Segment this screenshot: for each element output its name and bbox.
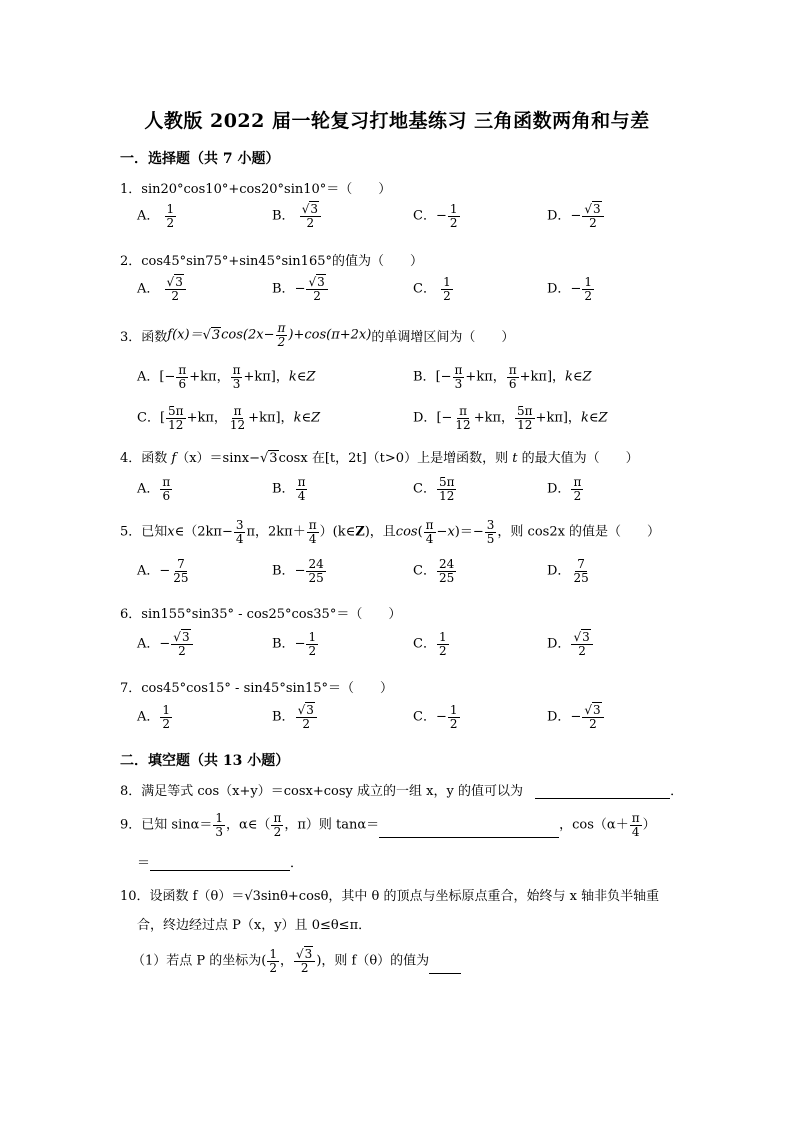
q3-prefix: 3．函数	[120, 329, 168, 345]
question-3-stem	[120, 322, 514, 348]
answer-blank[interactable]	[379, 823, 559, 838]
question-4-stem: 4．函数 f（x）＝sinx−√3cosx 在[t，2t]（t>0）上是增函数，则 t 的最大值为（ ）	[120, 451, 639, 466]
q1-option-d[interactable]: D．− $\frac{√3}{2}$	[547, 203, 605, 229]
q5-option-b[interactable]: B．− $\frac{24}{25}$	[272, 557, 324, 585]
question-10-sub1: （1）若点 P 的坐标为( $\frac{1}{2}$ ， $\frac{√3}{2}$ )，则 f（θ）的值为	[132, 948, 461, 974]
fraction: $\frac{1}{2}$	[584, 275, 592, 303]
section-heading-choice: 一．选择题（共 7 小题）	[120, 151, 280, 167]
fraction: $\frac{1}{2}$	[449, 202, 458, 230]
question-9-line2: ＝ ．	[137, 856, 304, 871]
option-label: A．	[137, 281, 160, 297]
q5-mid: ，且	[369, 524, 396, 540]
option-label: C．	[413, 709, 436, 725]
q9-mid: ，α∈（	[226, 817, 271, 833]
q4-option-a[interactable]: A． $\frac{\pi}{6}$	[137, 475, 171, 503]
q8-text: 8．满足等式 cos（x+y）＝cosx+cosy 成立的一组 x，y 的值可以为	[120, 784, 523, 799]
q3-formula: f(x)＝√3cos(2x− $\frac{\pi}{2}$ )+cos(π+2x)	[167, 321, 372, 349]
fraction: $\frac{√3}{2}$	[300, 203, 321, 229]
q4-mid: 在[t，2t]（t>0）上是增函数，则	[311, 451, 509, 466]
option-label: C．	[413, 563, 436, 579]
question-1-stem: 1．sin20°cos10°+cos20°sin10°＝（ ）	[120, 182, 392, 197]
option-label: B．	[272, 281, 295, 297]
question-5-stem: 5．已知x∈（2kπ− $\frac{3}{4}$ π，2kπ＋ $\frac{\pi}{4}$ ）(k∈Z)，且cos( $\frac{\pi}{4}$ −x)＝− $\frac{3}{5}$ ，则 cos2x 的值是（ ）	[120, 518, 661, 546]
fraction: $\frac{1}{2}$	[166, 202, 175, 230]
q6-option-b[interactable]: B．− $\frac{1}{2}$	[272, 630, 317, 658]
q7-option-d[interactable]: D．− $\frac{√3}{2}$	[547, 704, 605, 730]
option-label: C．	[413, 636, 436, 652]
q9-prefix: 9．已知 sinα＝	[120, 817, 213, 833]
q3-suffix: 的单调增区间为（ ）	[371, 329, 515, 345]
question-8: 8．满足等式 cos（x+y）＝cosx+cosy 成立的一组 x，y 的值可以为 ．	[120, 784, 684, 799]
option-label: D．	[547, 208, 571, 224]
fraction: $\frac{√3}{2}$	[582, 203, 603, 229]
option-label: A．	[137, 369, 160, 385]
q7-option-a[interactable]: A． $\frac{1}{2}$	[137, 703, 171, 731]
option-label: C．	[413, 281, 436, 297]
option-label: A．	[137, 709, 160, 725]
option-label: D．	[413, 410, 437, 426]
question-10-line1: 10．设函数 f（θ）＝√3sinθ+cosθ，其中 θ 的顶点与坐标原点重合，始终与 x 轴非负半轴重	[120, 889, 660, 904]
q10-sub1-suffix: )，则 f（θ）的值为	[316, 953, 430, 969]
fraction: $\frac{1}{2}$	[443, 275, 451, 303]
q9-eq: ＝	[137, 856, 151, 871]
option-label: D．	[547, 636, 571, 652]
option-label: B．	[413, 369, 436, 385]
option-label: A．	[137, 636, 160, 652]
q2-option-b[interactable]: B．− $\frac{√3}{2}$	[272, 276, 329, 302]
q9-cos: ，cos（α＋	[559, 817, 629, 833]
option-label: D．	[547, 709, 571, 725]
q6-option-d[interactable]: D． $\frac{√3}{2}$	[547, 631, 594, 657]
q4-prefix: 4．函数	[120, 451, 172, 466]
question-2-stem: 2．cos45°sin75°+sin45°sin165°的值为（ ）	[120, 254, 423, 269]
q4-suffix: 的最大值为（ ）	[521, 451, 639, 466]
section-heading-fill: 二．填空题（共 13 小题）	[120, 753, 290, 769]
option-label: A．	[137, 563, 160, 579]
option-label: D．	[547, 563, 571, 579]
q5-option-d[interactable]: D． $\frac{7}{25}$	[547, 557, 589, 585]
option-label: B．	[272, 208, 295, 224]
option-label: D．	[547, 481, 571, 497]
q4-option-d[interactable]: D． $\frac{\pi}{2}$	[547, 475, 582, 503]
answer-blank[interactable]	[150, 856, 290, 871]
q6-option-a[interactable]: A．− $\frac{√3}{2}$	[137, 631, 194, 657]
option-label: B．	[272, 636, 295, 652]
answer-blank[interactable]	[535, 784, 670, 799]
q4-option-c[interactable]: C． $\frac{5\pi}{12}$	[413, 475, 455, 503]
option-label: D．	[547, 281, 571, 297]
fraction: $\frac{√3}{2}$	[165, 276, 186, 302]
q9-close: ）	[642, 817, 656, 833]
q3-option-a[interactable]: A．[− $\frac{\pi}{6}$ +kπ， $\frac{\pi}{3}$ +kπ]，k∈Z	[137, 363, 316, 391]
q2-option-c[interactable]	[413, 276, 454, 302]
question-10-line2: 合，终边经过点 P（x，y）且 0≤θ≤π．	[137, 918, 372, 933]
question-9: 9．已知 sinα＝ $\frac{1}{3}$ ，α∈（ $\frac{\pi}{2}$ ，π）则 tanα＝ ，cos（α＋ $\frac{\pi}{4}$ ）	[120, 811, 656, 839]
q3-option-c[interactable]: C．[ $\frac{5\pi}{12}$ +kπ， $\frac{\pi}{12}$ +kπ]，k∈Z	[137, 404, 321, 432]
option-label: B．	[272, 481, 295, 497]
option-label: C．	[137, 410, 160, 426]
page-title: 人教版 2022 届一轮复习打地基练习 三角函数两角和与差	[144, 110, 650, 132]
option-label: A．	[137, 208, 160, 224]
q7-option-c[interactable]: C．− $\frac{1}{2}$	[413, 703, 458, 731]
q5-prefix: 5．已知	[120, 524, 168, 540]
q4-option-b[interactable]: B． $\frac{\pi}{4}$	[272, 475, 306, 503]
q2-option-a[interactable]	[137, 276, 187, 302]
q5-suffix: ，则 cos2x 的值是（ ）	[497, 524, 661, 540]
q1-option-b[interactable]	[272, 203, 322, 229]
q7-option-b[interactable]: B． $\frac{√3}{2}$	[272, 704, 318, 730]
q1-option-c[interactable]: C．− $\frac{1}{2}$	[413, 202, 458, 230]
q6-option-c[interactable]: C． $\frac{1}{2}$	[413, 630, 447, 658]
option-label: C．	[413, 481, 436, 497]
option-label: A．	[137, 481, 160, 497]
q1-option-a[interactable]	[137, 203, 177, 229]
question-7-stem: 7．cos45°cos15° - sin45°sin15°＝（ ）	[120, 681, 394, 696]
q10-sub1-prefix: （1）若点 P 的坐标为(	[132, 953, 267, 969]
answer-blank[interactable]	[429, 959, 461, 974]
option-label: C．	[413, 208, 436, 224]
q2-option-d[interactable]: D．− $\frac{1}{2}$	[547, 275, 592, 303]
q3-option-d[interactable]: D．[− $\frac{\pi}{12}$ +kπ， $\frac{5\pi}{12}$ +kπ]，k∈Z	[413, 404, 608, 432]
fraction: $\frac{√3}{2}$	[306, 276, 327, 302]
question-6-stem: 6．sin155°sin35° - cos25°cos35°＝（ ）	[120, 607, 402, 622]
option-label: B．	[272, 563, 295, 579]
q5-option-a[interactable]: A．− $\frac{7}{25}$	[137, 557, 189, 585]
q3-option-b[interactable]: B．[− $\frac{\pi}{3}$ +kπ， $\frac{\pi}{6}$ +kπ]，k∈Z	[413, 363, 592, 391]
q5-option-c[interactable]: C． $\frac{24}{25}$	[413, 557, 455, 585]
q9-mid2: ，π）则 tanα＝	[284, 817, 380, 833]
option-label: B．	[272, 709, 295, 725]
